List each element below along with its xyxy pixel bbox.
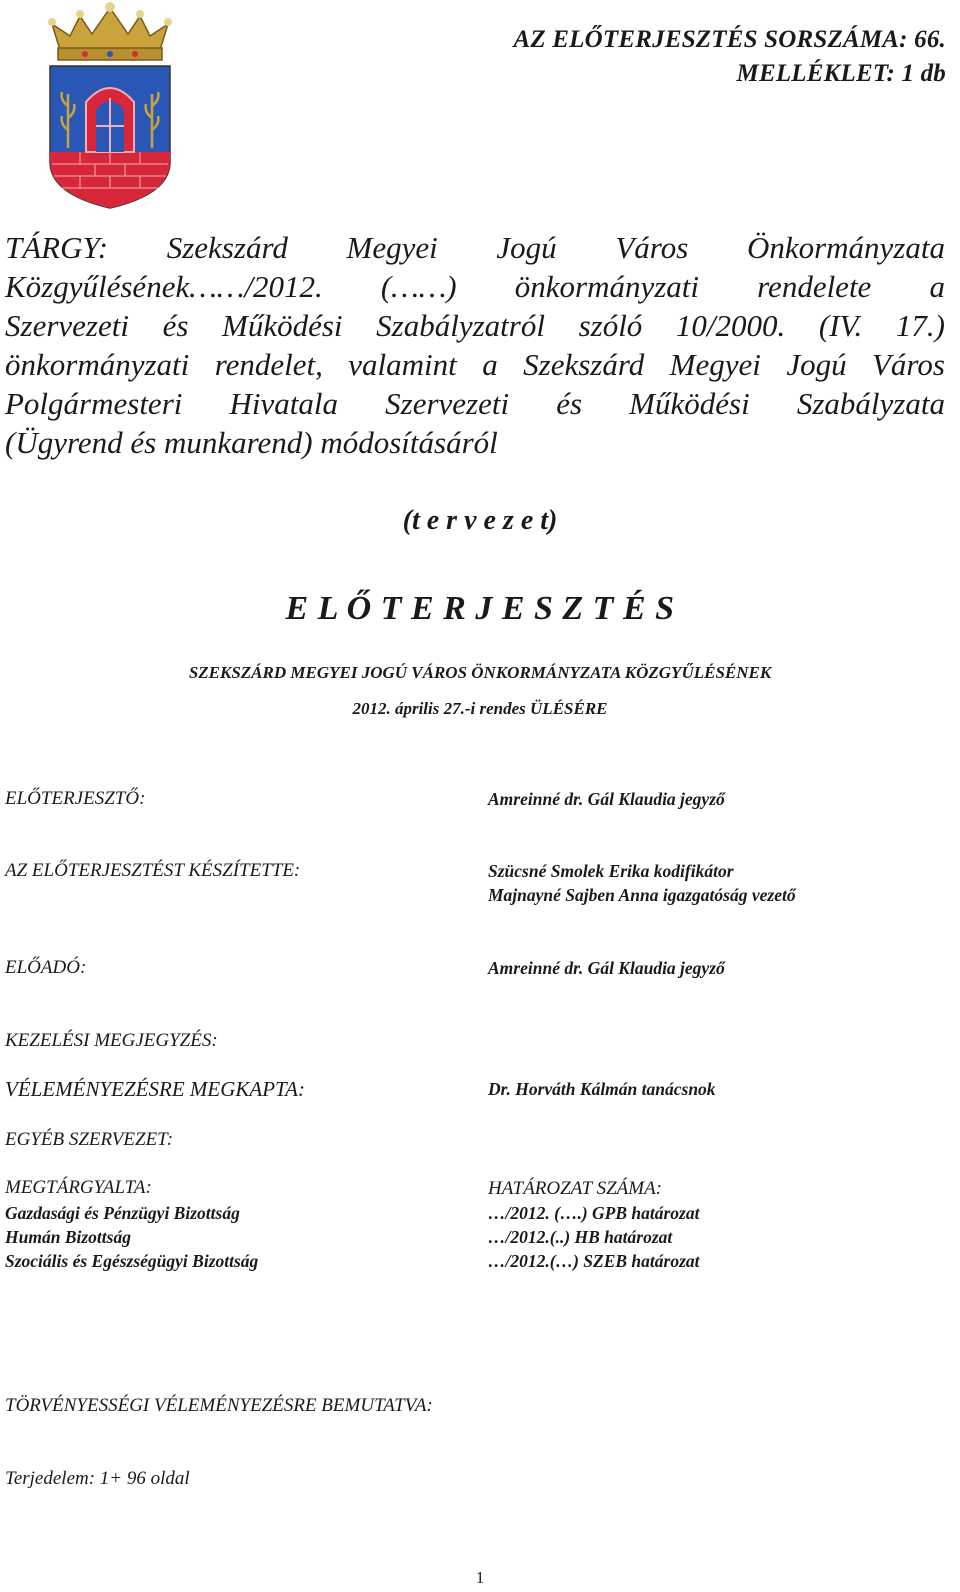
subject-word: Város bbox=[615, 230, 689, 265]
subject-line bbox=[5, 306, 945, 345]
presenter-label: ELŐTERJESZTŐ: bbox=[5, 788, 146, 809]
other-organization-label: EGYÉB SZERVEZET: bbox=[5, 1129, 174, 1150]
subject-word: (Ügyrend és munkarend) módosításáról bbox=[5, 425, 498, 460]
subject-word: (……) bbox=[380, 269, 457, 304]
subject-word: önkormányzati bbox=[5, 347, 190, 382]
subject-word: TÁRGY: bbox=[5, 230, 109, 265]
subject-word: Önkormányzata bbox=[746, 230, 945, 265]
page-number: 1 bbox=[475, 1568, 485, 1587]
opinion-value: Dr. Horváth Kálmán tanácsnok bbox=[488, 1079, 716, 1099]
subject-word: a bbox=[929, 269, 945, 304]
discussed-by-label: MEGTÁRGYALTA: bbox=[5, 1177, 152, 1198]
subject-word: Szervezeti bbox=[385, 386, 510, 421]
handling-note-label: KEZELÉSI MEGJEGYZÉS: bbox=[5, 1030, 218, 1051]
subject-word: Működési bbox=[629, 386, 750, 421]
committee-name: Humán Bizottság bbox=[5, 1227, 131, 1247]
decision-number: …/2012.(..) HB határozat bbox=[488, 1227, 673, 1247]
crown-icon bbox=[48, 2, 172, 60]
subject-word: Megyei bbox=[346, 230, 438, 265]
speaker-value: Amreinné dr. Gál Klaudia jegyző bbox=[488, 958, 725, 978]
subject-word: Jogú bbox=[786, 347, 847, 382]
presenter-value: Amreinné dr. Gál Klaudia jegyző bbox=[488, 789, 725, 809]
subject-word: szóló bbox=[578, 308, 643, 343]
subject-word: 10/2000. bbox=[675, 308, 786, 343]
subject-word: Megyei bbox=[669, 347, 761, 382]
decision-number-label: HATÁROZAT SZÁMA: bbox=[488, 1178, 662, 1199]
prepared-by-label: AZ ELŐTERJESZTÉST KÉSZÍTETTE: bbox=[5, 860, 301, 881]
subject-word: Közgyűlésének……/2012. bbox=[5, 269, 323, 304]
subject-line bbox=[5, 267, 945, 306]
page-extent: Terjedelem: 1+ 96 oldal bbox=[5, 1468, 190, 1489]
subject-word: 17.) bbox=[895, 308, 945, 343]
subject-block bbox=[5, 228, 945, 462]
document-title: E L Ő T E R J E S Z T É S bbox=[285, 590, 675, 627]
subject-word: (IV. bbox=[818, 308, 863, 343]
subject-word: és bbox=[556, 386, 583, 421]
committee-name: Szociális és Egészségügyi Bizottság bbox=[5, 1251, 259, 1271]
decision-number: …/2012. (….) GPB határozat bbox=[488, 1203, 700, 1223]
committee-name: Gazdasági és Pénzügyi Bizottság bbox=[5, 1203, 240, 1223]
subject-word: Polgármesteri bbox=[5, 386, 183, 421]
speaker-label: ELŐADÓ: bbox=[5, 957, 87, 978]
subject-word: önkormányzati bbox=[514, 269, 700, 304]
subject-word: és bbox=[162, 308, 189, 343]
submission-number: AZ ELŐTERJESZTÉS SORSZÁMA: 66. bbox=[513, 26, 946, 53]
subject-word: Szervezeti bbox=[5, 308, 129, 343]
subject-word: Jogú bbox=[496, 230, 557, 265]
subject-line bbox=[5, 423, 945, 462]
meeting-date: 2012. április 27.-i rendes ÜLÉSÉRE bbox=[352, 699, 608, 718]
subject-word: a bbox=[482, 347, 498, 382]
subject-word: Hivatala bbox=[229, 386, 338, 421]
attachment-count: MELLÉKLET: 1 db bbox=[736, 60, 946, 87]
prepared-by-value: Szücsné Smolek Erika kodifikátor bbox=[488, 861, 734, 881]
assembly-name: SZEKSZÁRD MEGYEI JOGÚ VÁROS ÖNKORMÁNYZATA KÖZGYŰLÉSÉNEK bbox=[188, 663, 772, 682]
subject-word: Város bbox=[872, 347, 945, 382]
decision-number: …/2012.(…) SZEB határozat bbox=[488, 1251, 700, 1271]
subject-word: Szabályzatról bbox=[376, 308, 545, 343]
prepared-by-value: Majnayné Sajben Anna igazgatóság vezető bbox=[488, 885, 796, 905]
legality-review-label: TÖRVÉNYESSÉGI VÉLEMÉNYEZÉSRE BEMUTATVA: bbox=[5, 1395, 433, 1416]
subject-word: Szekszárd bbox=[523, 347, 645, 382]
subject-word: valamint bbox=[348, 347, 457, 382]
shield-icon bbox=[50, 66, 170, 208]
subject-word: Szabályzata bbox=[796, 386, 945, 421]
subject-word: rendelet, bbox=[214, 347, 323, 382]
draft-label: (t e r v e z e t) bbox=[402, 505, 558, 536]
subject-word: Működési bbox=[222, 308, 343, 343]
coat-of-arms-logo bbox=[40, 2, 180, 212]
subject-line bbox=[5, 228, 945, 267]
subject-word: rendelete bbox=[757, 269, 872, 304]
subject-word: Szekszárd bbox=[166, 230, 288, 265]
subject-line bbox=[5, 384, 945, 423]
subject-line bbox=[5, 345, 945, 384]
opinion-label: VÉLEMÉNYEZÉSRE MEGKAPTA: bbox=[5, 1077, 305, 1101]
